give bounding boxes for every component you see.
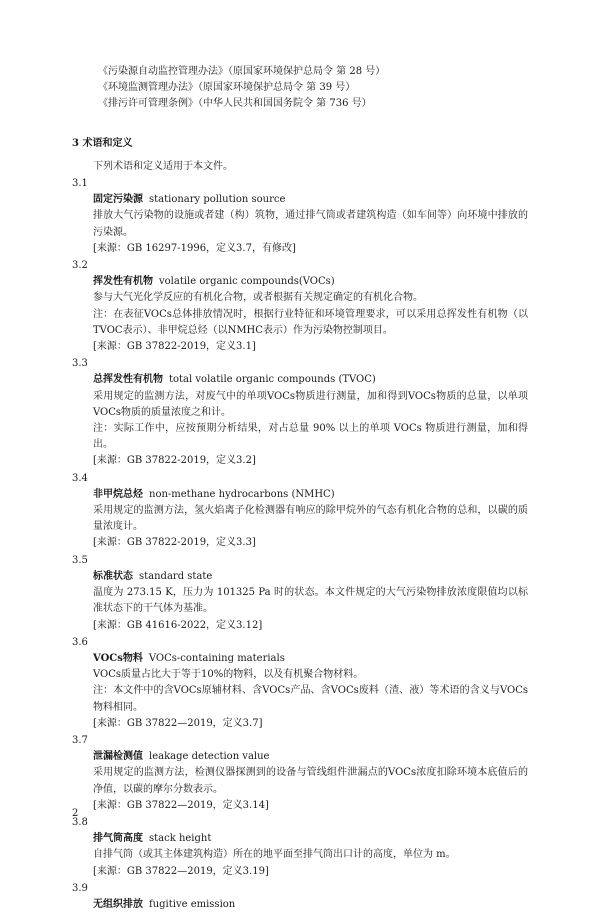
term-cn: 排气筒高度 — [93, 833, 143, 845]
term-source: [来源：GB 37822—2019，定义3.14] — [93, 799, 269, 811]
term-title — [72, 749, 528, 765]
term-definition: 温度为 273.15 K，压力为 101325 Pa 时的状态。本文件规定的大气污染物排放浓度限值均以标准状态下的干气体为基准。 — [93, 587, 528, 615]
term-cn: 固定污染源 — [93, 194, 143, 206]
term-title — [72, 831, 528, 847]
term-number: 3.4 — [72, 472, 88, 484]
term-entry — [72, 815, 528, 880]
term-number: 3.8 — [72, 816, 88, 828]
term-entry — [72, 176, 528, 257]
term-en: VOCs-containing materials — [148, 652, 285, 664]
term-entry — [72, 733, 528, 814]
term-cn: 非甲烷总烃 — [93, 488, 143, 500]
term-definition: 采用规定的监测方法，检测仪器探测到的设备与管线组件泄漏点的VOCs浓度扣除环境本底值后的净值，以碳的摩尔分数表示。 — [93, 767, 528, 795]
term-number: 3.9 — [72, 882, 88, 894]
term-title — [72, 192, 528, 208]
term-title — [72, 897, 528, 913]
term-note: 注：实际工作中，应按预期分析结果，对占总量 90% 以上的单项 VOCs 物质进行测量，加和得出。 — [93, 423, 528, 451]
term-title — [72, 651, 528, 667]
term-en: non-methane hydrocarbons (NMHC) — [149, 488, 335, 500]
term-definition: 自排气筒（或其主体建筑构造）所在的地平面至排气筒出口计的高度，单位为 m。 — [93, 849, 456, 861]
term-cn: 泄漏检测值 — [93, 751, 143, 763]
term-cn: 标准状态 — [93, 570, 133, 582]
term-definition: 排放大气污染物的设施或者建（构）筑物，通过排气筒或者建筑构造（如车间等）向环境中排放的污染源。 — [93, 210, 528, 238]
term-title — [72, 569, 528, 585]
document-body — [72, 64, 528, 913]
term-title — [72, 487, 528, 503]
term-en: total volatile organic compounds (TVOC) — [169, 374, 376, 386]
term-source: [来源：GB 41616-2022，定义3.12] — [93, 619, 263, 631]
reference-list — [72, 64, 528, 113]
term-entry — [72, 258, 528, 355]
term-entry — [72, 881, 528, 913]
section-intro: 下列术语和定义适用于本文件。 — [93, 160, 233, 172]
term-entry — [72, 635, 528, 732]
reference-item: 《污染源自动监控管理办法》（原国家环境保护总局令 第 28 号） — [98, 66, 386, 77]
term-definition: 参与大气光化学反应的有机化合物，或者根据有关规定确定的有机化合物。 — [93, 292, 423, 304]
term-note: 注：在表征VOCs总体排放情况时，根据行业特征和环境管理要求，可以采用总挥发性有机物（以TVOC表示）、非甲烷总烃（以NMHC表示）作为污染物控制项目。 — [93, 308, 528, 336]
term-en: stack height — [149, 833, 212, 845]
term-source: [来源：GB 16297-1996，定义3.7，有修改] — [93, 242, 296, 254]
term-title — [72, 274, 528, 290]
term-en: leakage detection value — [149, 751, 270, 763]
term-entry — [72, 471, 528, 552]
term-definition: 采用规定的监测方法，对废气中的单项VOCs物质进行测量，加和得到VOCs物质的总量，以单项VOCs物质的质量浓度之和计。 — [93, 390, 528, 418]
term-source: [来源：GB 37822-2019，定义3.2] — [93, 455, 256, 467]
term-source: [来源：GB 37822-2019，定义3.1] — [93, 341, 256, 353]
term-cn: 无组织排放 — [93, 898, 143, 910]
term-en: standard state — [139, 570, 213, 582]
term-note: 注：本文件中的含VOCs原辅材料、含VOCs产品、含VOCs废料（渣、液）等术语的含义与VOCs物料相同。 — [93, 685, 528, 713]
term-cn: 总挥发性有机物 — [93, 374, 163, 386]
term-definition: 采用规定的监测方法，氢火焰离子化检测器有响应的除甲烷外的气态有机化合物的总和，以碳的质量浓度计。 — [93, 505, 528, 533]
reference-item: 《环境监测管理办法》（原国家环境保护总局令 第 39 号） — [98, 82, 356, 94]
term-cn: 挥发性有机物 — [93, 276, 153, 288]
term-source: [来源：GB 37822—2019，定义3.19] — [93, 865, 269, 877]
term-number: 3.5 — [72, 554, 88, 566]
term-number: 3.1 — [72, 178, 88, 190]
term-source: [来源：GB 37822-2019，定义3.3] — [93, 537, 256, 549]
term-en: stationary pollution source — [149, 194, 286, 206]
page-number: 2 — [72, 808, 79, 819]
term-entry — [72, 553, 528, 634]
reference-item: 《排污许可管理条例》（中华人民共和国国务院令 第 736 号） — [98, 98, 372, 110]
term-number: 3.2 — [72, 260, 88, 272]
term-number: 3.6 — [72, 636, 88, 648]
term-definition: VOCs质量占比大于等于10%的物料，以及有机聚合物材料。 — [93, 669, 364, 681]
term-en: volatile organic compounds(VOCs) — [159, 276, 335, 288]
term-title — [72, 372, 528, 388]
term-entry — [72, 356, 528, 469]
term-en: fugitive emission — [149, 898, 236, 910]
term-number: 3.7 — [72, 734, 88, 746]
term-source: [来源：GB 37822—2019，定义3.7] — [93, 717, 263, 729]
term-number: 3.3 — [72, 358, 88, 370]
term-cn: VOCs物料 — [93, 652, 143, 664]
section-heading: 3 术语和定义 — [72, 137, 133, 149]
